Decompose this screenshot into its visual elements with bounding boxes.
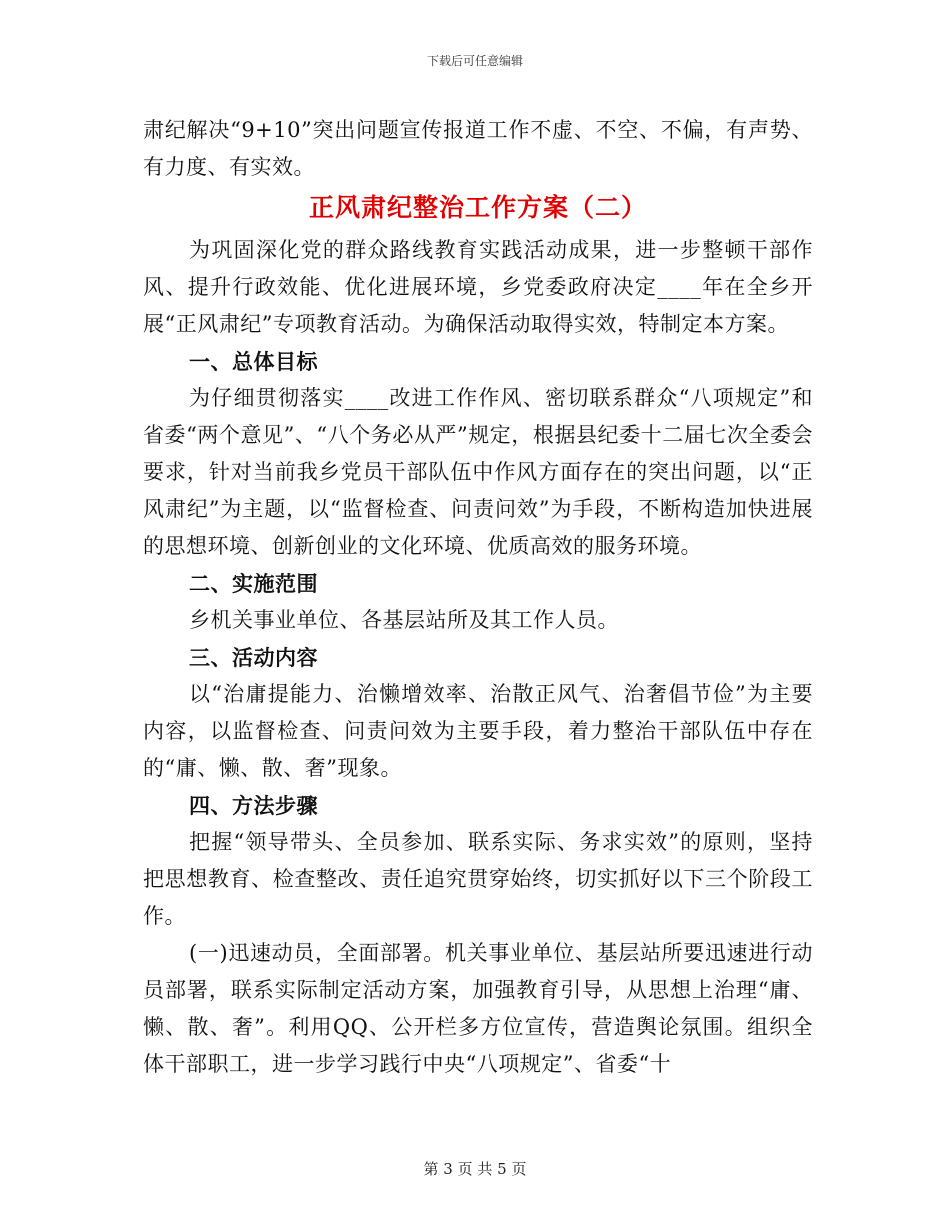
- document-title: 正风肃纪整治工作方案（二）: [308, 193, 647, 222]
- section-heading-goals: 一、总体目标: [189, 349, 318, 374]
- intro-paragraph: 为巩固深化党的群众路线教育实践活动成果，进一步整顿干部作风、提升行政效能、优化进展环境，乡党委政府决定____年在全乡开展“正风肃纪”专项教育活动。为确保活动取得实效，特制定本方案。: [143, 238, 813, 336]
- content-paragraph: 以“治庸提能力、治懒增效率、治散正风气、治奢倡节俭”为主要内容，以监督检查、问责问效为主要手段，着力整治干部队伍中存在的“庸、懒、散、奢”现象。: [143, 682, 813, 780]
- section-heading-scope: 二、实施范围: [189, 571, 318, 596]
- goals-paragraph: 为仔细贯彻落实____改进工作作风、密切联系群众“八项规定”和省委“两个意见”、“八个务必从严”规定，根据县纪委十二届七次全委会要求，针对当前我乡党员干部队伍中作风方面存在的突出问题，以“正风肃纪”为主题，以“监督检查、问责问效”为手段，不断构造加快进展的思想环境、创新创业的文化环境、优质高效的服务环境。: [143, 386, 813, 558]
- continuation-paragraph: 肃纪解决“9+10”突出问题宣传报道工作不虚、不空、不偏，有声势、有力度、有实效。: [143, 118, 813, 179]
- page-header: 下载后可任意编辑: [426, 54, 523, 68]
- step-one-paragraph: (一)迅速动员，全面部署。机关事业单位、基层站所要迅速进行动员部署，联系实际制定活动方案，加强教育引导，从思想上治理“庸、懒、散、奢”。利用QQ、公开栏多方位宣传，营造舆论氛围。组织全体干部职工，进一步学习践行中央“八项规定”、省委“十: [143, 941, 813, 1076]
- section-heading-content: 三、活动内容: [189, 645, 318, 670]
- page-footer: 第 3 页 共 5 页: [423, 1160, 527, 1178]
- document-body: [143, 112, 813, 1083]
- section-heading-steps: 四、方法步骤: [189, 793, 318, 818]
- steps-paragraph: 把握“领导带头、全员参加、联系实际、务求实效”的原则，坚持把思想教育、检查整改、责任追究贯穿始终，切实抓好以下三个阶段工作。: [143, 830, 813, 928]
- scope-paragraph: 乡机关事业单位、各基层站所及其工作人员。: [189, 608, 619, 632]
